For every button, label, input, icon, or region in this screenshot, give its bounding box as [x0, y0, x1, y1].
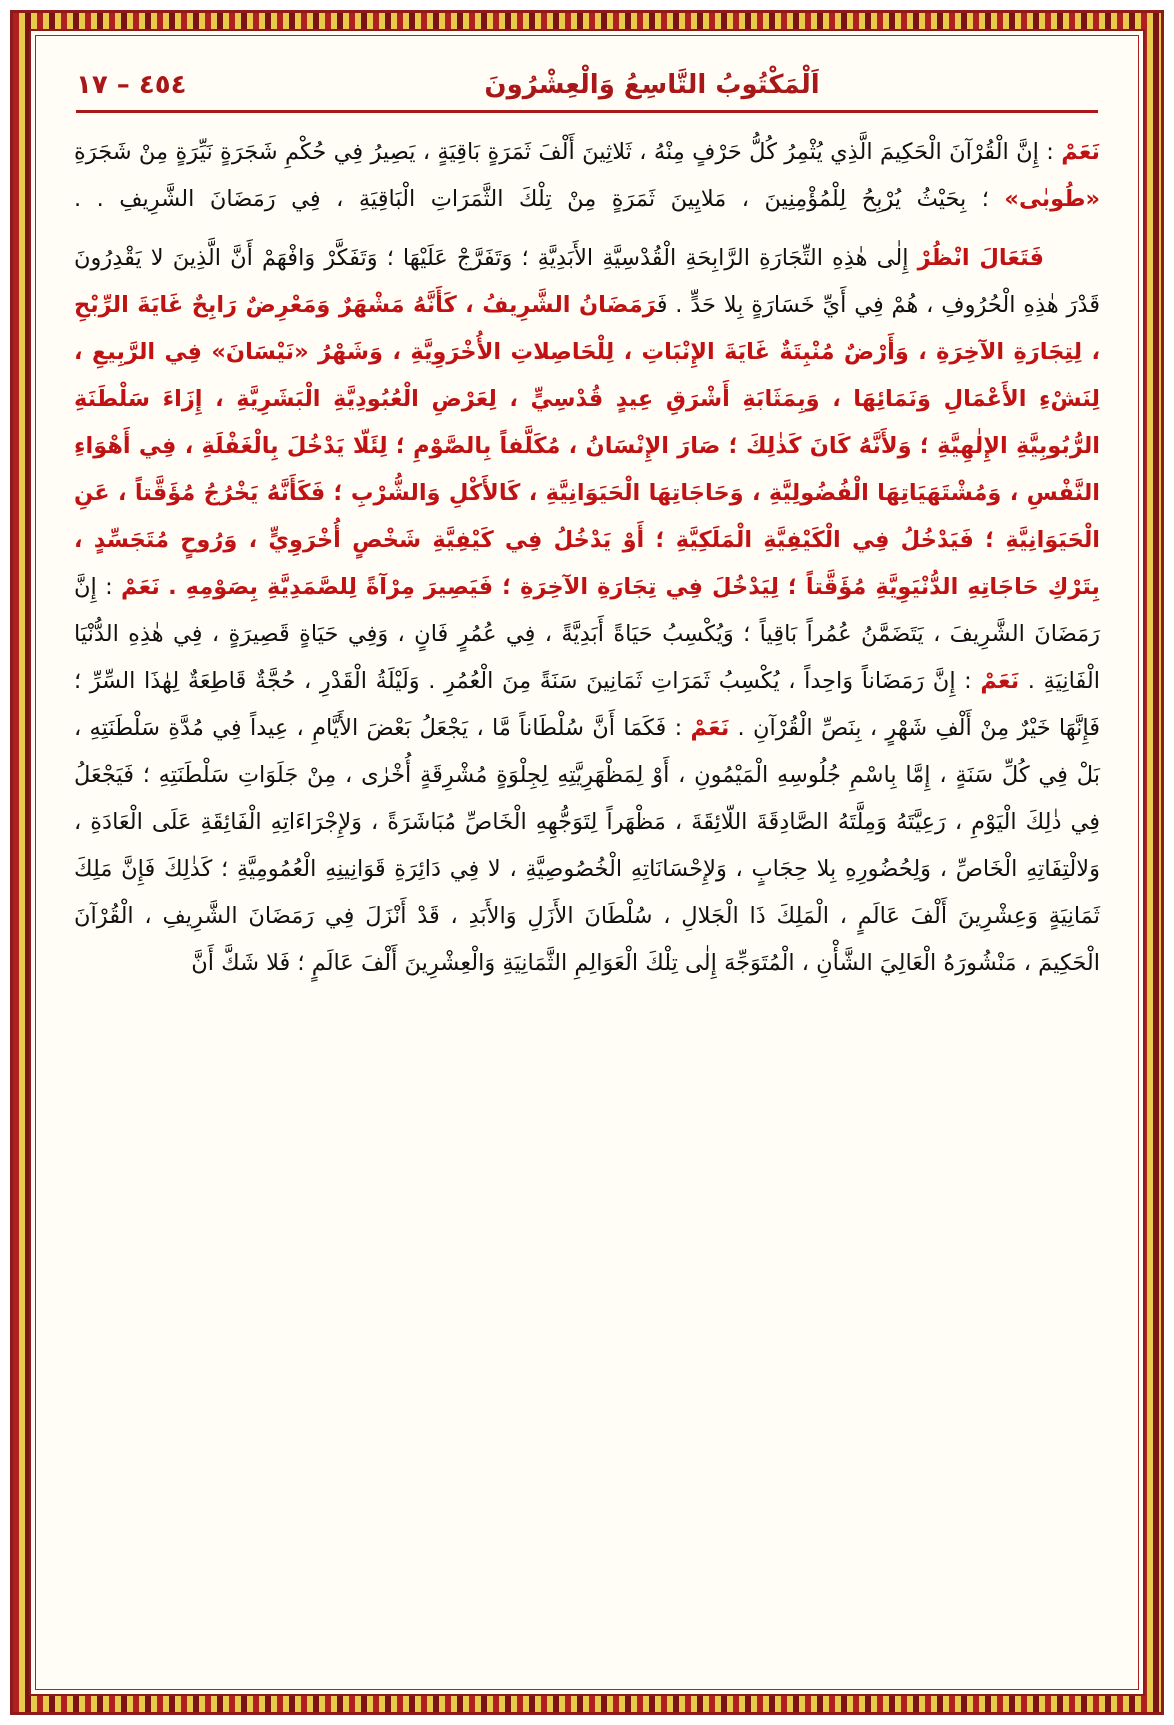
highlighted-text-segment: نَعَمْ	[1061, 139, 1100, 165]
text-segment: : إِنَّ رَمَضَانَ الشَّرِيفَ ، يَتَضَمَّنُ عُمُراً بَاقِياً ؛ وَيُكْسِبُ حَيَاةً أَبَدِيَّةً ، فِي عُمُرٍ فَانٍ ، وَفِي حَيَاةٍ قَصِيرَةٍ ، فِي هٰذِهِ الدُّنْيَا الْفَانِيَةِ .	[74, 574, 1100, 694]
highlighted-text-segment: «طُوبٰى»	[1004, 186, 1100, 212]
text-segment: : فَكَمَا أَنَّ سُلْطَاناً مَّا ، يَجْعَلُ بَعْضَ الأَيَّامِ ، عِيداً فِي مُدَّةِ سَلْطَنَتِهِ ، بَلْ فِي كُلِّ سَنَةٍ ، إِمَّا بِاسْمِ جُلُوسِهِ الْمَيْمُونِ ، أَوْ لِمَظْهَرِيَّتِهِ لِجِلْوَةٍ مُشْرِقَةٍ أُخْرٰى ، مِنْ جَلَوَاتِ سَلْطَنَتِهِ ؛ فَيَجْعَلُ فِي ذٰلِكَ الْيَوْمِ ، رَعِيَّتَهُ وَمِلَّتَهُ الصَّادِقَةَ اللّائِقَةَ ، مَظْهَراً لِتَوَجُّهِهِ الْخَاصِّ مُبَاشَرَةً ، وَلإِجْرَاءَاتِهِ الْفَائِقَةِ عَلَى الْعَادَةِ ، وَلالْتِفَاتِهِ الْخَاصِّ ، وَلِحُضُورِهِ بِلا حِجَابٍ ، وَلإِحْسَانَاتِهِ الْخُصُوصِيَّةِ ، لا فِي دَائِرَةِ قَوَانِينِهِ الْعُمُومِيَّةِ ؛ كَذٰلِكَ فَإِنَّ مَلِكَ ثَمَانِيَةٍ وَعِشْرِينَ أَلْفَ عَالَمٍ ، الْمَلِكَ ذَا الْجَلالِ ، سُلْطَانَ الأَزَلِ وَالأَبَدِ ، قَدْ أَنْزَلَ فِي رَمَضَانَ الشَّرِيفِ ، الْقُرْآنَ الْحَكِيمَ ، مَنْشُورَهُ الْعَالِيَ الشَّأْنِ ، الْمُتَوَجِّهَ إِلٰى تِلْكَ الْعَوَالِمِ الثَّمَانِيَةِ وَالْعِشْرِينَ أَلْفَ عَالَمٍ ؛ فَلا شَكَّ أَنَّ	[74, 715, 1100, 976]
page-header	[68, 64, 1106, 100]
text-segment	[160, 574, 168, 600]
text-segment: : إِنَّ الْقُرْآنَ الْحَكِيمَ الَّذِي يُثْمِرُ كُلُّ حَرْفٍ مِنْهُ ، ثَلاثِينَ أَلْفَ ثَمَرَةٍ بَاقِيَةٍ ، يَصِيرُ فِي حُكْمِ شَجَرَةٍ نَيِّرَةٍ مِنْ شَجَرَةِ	[74, 139, 1062, 165]
text-segment: : إِنَّ رَمَضَاناً وَاحِداً ، يُكْسِبُ ثَمَرَاتِ ثَمَانِينَ سَنَةً مِنَ الْعُمُرِ . وَلَيْلَةُ الْقَدْرِ ، حُجَّةٌ قَاطِعَةٌ لِهٰذَا السِّرِّ ؛ فَإِنَّهَا خَيْرٌ مِنْ أَلْفِ شَهْرٍ ، بِنَصِّ الْقُرْآنِ .	[74, 668, 1100, 741]
page-content	[46, 46, 1128, 1679]
highlighted-text-segment: رَمَضَانُ الشَّرِيفُ ، كَأَنَّهُ مَشْهَرٌ وَمَعْرِضٌ رَابِحٌ غَايَةَ الرِّبْحِ ، لِتِجَارَةِ الآخِرَةِ ، وَأَرْضٌ مُنْبِتَةٌ غَايَةَ الإِنْبَاتِ ، لِلْحَاصِلاتِ الأُخْرَوِيَّةِ ، وَشَهْرُ «نَيْسَانَ» فِي الرَّبِيعِ ، لِنَشْءِ الأَعْمَالِ وَنَمَائِهَا ، وَبِمَثَابَةِ أَشْرَقِ عِيدٍ قُدْسِيٍّ ، لِعَرْضِ الْعُبُودِيَّةِ الْبَشَرِيَّةِ ، إِزَاءَ سَلْطَنَةِ الرُّبُوبِيَّةِ الإِلٰهِيَّةِ ؛ وَلأَنَّهُ كَانَ كَذٰلِكَ ؛ صَارَ الإِنْسَانُ ، مُكَلَّفاً بِالصَّوْمِ ؛ لِئَلّا يَدْخُلَ بِالْغَفْلَةِ ، فِي أَهْوَاءِ النَّفْسِ ، وَمُشْتَهَيَاتِهَا الْفُضُولِيَّةِ ، وَحَاجَاتِهَا الْحَيَوَانِيَّةِ ، كَالأَكْلِ وَالشُّرْبِ ؛ فَكَأَنَّهُ يَخْرُجُ مُؤَقَّتاً ، عَنِ الْحَيَوَانِيَّةِ ؛ فَيَدْخُلُ فِي الْكَيْفِيَّةِ الْمَلَكِيَّةِ ؛ أَوْ يَدْخُلُ فِي كَيْفِيَّةِ شَخْصٍ أُخْرَوِيٍّ ، وَرُوحٍ مُتَجَسِّدٍ ، بِتَرْكِ حَاجَاتِهِ الدُّنْيَوِيَّةِ مُؤَقَّتاً ؛ لِيَدْخُلَ فِي تِجَارَةِ الآخِرَةِ ؛ فَيَصِيرَ مِرْآةً لِلصَّمَدِيَّةِ بِصَوْمِهِ .	[74, 292, 1100, 600]
paragraph	[74, 235, 1100, 987]
body-text	[68, 129, 1106, 987]
text-segment: ؛ بِحَيْثُ يُرْبِحُ لِلْمُؤْمِنِينَ ، مَلايِينَ ثَمَرَةٍ مِنْ تِلْكَ الثَّمَرَاتِ الْبَاقِيَةِ ، فِي رَمَضَانَ الشَّرِيفِ . .	[74, 186, 1005, 212]
highlighted-text-segment: فَتَعَالَ انْظُرْ	[917, 245, 1044, 271]
highlighted-text-segment: نَعَمْ	[690, 715, 730, 741]
page-title: اَلْمَكْتُوبُ التَّاسِعُ وَالْعِشْرُونَ	[484, 70, 820, 100]
text-segment: إِلٰى هٰذِهِ التِّجَارَةِ الرَّابِحَةِ الْقُدْسِيَّةِ الأَبَدِيَّةِ ؛ وَتَفَرَّجْ عَلَيْهَا ؛ وَتَفَكَّرْ وَافْهَمْ أَنَّ الَّذِينَ لا يَقْدِرُونَ قَدْرَ هٰذِهِ الْحُرُوفِ ، هُمْ فِي أَيِّ خَسَارَةٍ بِلا حَدٍّ . فَ	[74, 245, 1100, 318]
paragraph	[74, 129, 1100, 223]
highlighted-text-segment: نَعَمْ	[121, 574, 160, 600]
header-divider	[76, 110, 1098, 113]
highlighted-text-segment: نَعَمْ	[980, 668, 1020, 694]
page-number: ٤٥٤ – ١٧	[76, 70, 187, 100]
